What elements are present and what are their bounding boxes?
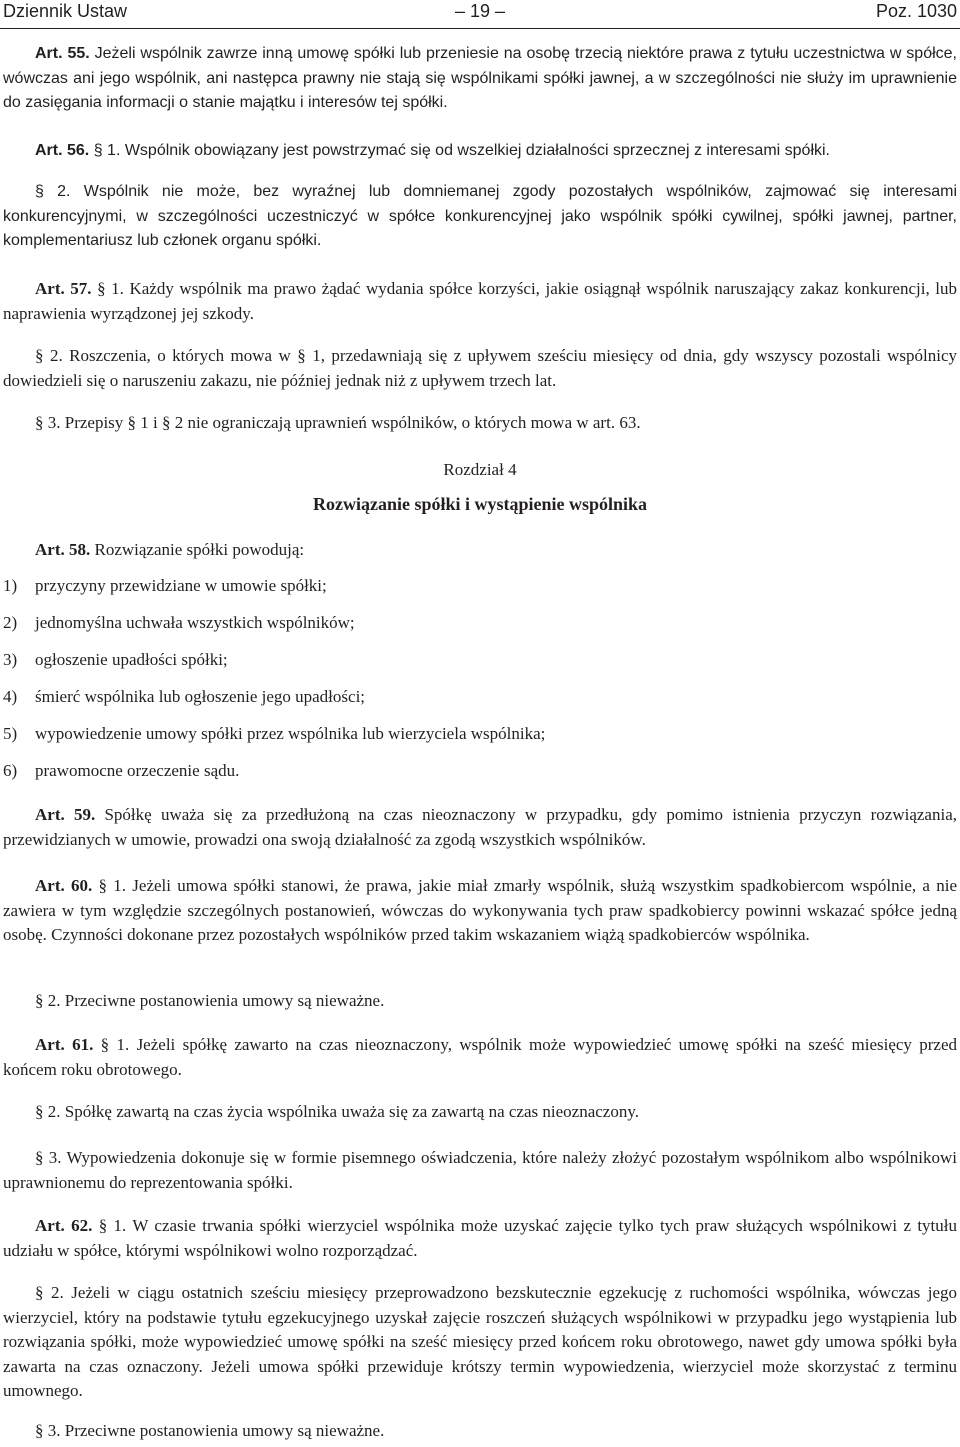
- article-text: § 1. Jeżeli spółkę zawarto na czas nieoznaczony, wspólnik może wypowiedzieć umowę spółki na sześć miesięcy przed końcem roku obrotowego.: [3, 1035, 958, 1079]
- list-number: 3): [3, 650, 18, 669]
- article-number: Art. 56.: [35, 142, 90, 159]
- list-item: [3, 611, 957, 636]
- list-text: ogłoszenie upadłości spółki;: [35, 650, 228, 669]
- list-number: 4): [3, 687, 18, 706]
- article-62-par-1: [3, 1214, 957, 1263]
- article-number: Art. 58.: [35, 540, 91, 559]
- article-number: Art. 61.: [35, 1035, 94, 1054]
- article-62-par-2: [3, 1281, 957, 1404]
- article-61-par-1: [3, 1033, 957, 1082]
- list-item: [3, 722, 957, 747]
- list-item: [3, 685, 957, 710]
- article-number: Art. 55.: [35, 45, 90, 62]
- paragraph-text: § 3. Przeciwne postanowienia umowy są nieważne.: [35, 1421, 385, 1440]
- article-57-par-2: [3, 344, 957, 393]
- article-57-par-3: [3, 411, 957, 436]
- article-58-intro: [3, 538, 957, 563]
- chapter-title: Rozwiązanie spółki i wystąpienie wspólnika: [312, 494, 648, 514]
- paragraph-text: § 2. Spółkę zawartą na czas życia wspólnika uważa się za zawartą na czas nieoznaczony.: [35, 1102, 639, 1121]
- article-62-par-3: [3, 1419, 957, 1444]
- article-59: [3, 803, 957, 852]
- article-text: Rozwiązanie spółki powodują:: [90, 540, 305, 559]
- journal-title: Dziennik Ustaw: [3, 1, 128, 21]
- list-number: 6): [3, 761, 18, 780]
- paragraph-text: § 2. Wspólnik nie może, bez wyraźnej lub domniemanej zgody pozostałych wspólników, zajmować się interesami konkurencyjnymi, w szczególności uczestniczyć w spółce konkurencyjnej jako wspólnik spółki cywilnej, spółki jawnej, partner, komplementariusz lub członek organu spółki.: [3, 183, 957, 249]
- list-text: jednomyślna uchwała wszystkich wspólników;: [35, 613, 355, 632]
- paragraph-text: § 2. Przeciwne postanowienia umowy są nieważne.: [35, 991, 385, 1010]
- chapter-number: Rozdział 4: [443, 460, 517, 479]
- article-text: § 1. Wspólnik obowiązany jest powstrzymać się od wszelkiej działalności sprzecznej z interesami spółki.: [89, 142, 830, 159]
- article-text: § 1. Każdy wspólnik ma prawo żądać wydania spółce korzyści, jakie osiągnął wspólnik naruszający zakaz konkurencji, lub naprawienia wyrządzonej jej szkody.: [3, 279, 957, 323]
- article-text: Jeżeli wspólnik zawrze inną umowę spółki lub przeniesie na osobę trzecią niektóre prawa z tytułu uczestnictwa w spółce, wówczas ani jego wspólnik, ani następca prawny nie stają się wspólnikami spółki jawnej, a w szczególności nie służy im uprawnienie do zasięgania informacji o stanie majątku i interesów tej spółki.: [3, 45, 957, 111]
- article-text: § 1. W czasie trwania spółki wierzyciel wspólnika może uzyskać zajęcie tylko tych praw służących wspólnikowi z tytułu udziału w spółce, którymi wspólnikowi wolno rozporządzać.: [3, 1216, 957, 1260]
- article-text: § 1. Jeżeli umowa spółki stanowi, że prawa, jakie miał zmarły wspólnik, służą wszystkim spadkobiercom wspólnie, a nie zawiera w tym względzie szczególnych postanowień, wówczas do wykonywania tych praw spadkobiercy powinni wskazać spółce jedną osobę. Czynności dokonane przez pozostałych wspólników przed takim wskazaniem wiążą spadkobierców wspólnika.: [3, 876, 958, 944]
- article-60-par-1: [3, 874, 957, 948]
- list-number: 2): [3, 613, 18, 632]
- paragraph-text: § 2. Roszczenia, o których mowa w § 1, przedawniają się z upływem sześciu miesięcy od dnia, gdy wszyscy pozostali wspólnicy dowiedzieli się o naruszeniu zakazu, nie później jednak niż z upływem trzech lat.: [3, 346, 957, 390]
- page-number: – 19 –: [454, 1, 506, 21]
- article-61-par-3: [3, 1146, 957, 1195]
- page-header: [0, 0, 960, 26]
- list-item: [3, 574, 957, 599]
- article-61-par-2: [3, 1100, 957, 1125]
- article-number: Art. 57.: [35, 279, 92, 298]
- list-text: przyczyny przewidziane w umowie spółki;: [35, 576, 327, 595]
- article-57-par-1: [3, 277, 957, 326]
- list-item: [3, 759, 957, 784]
- article-60-par-2: [3, 989, 957, 1014]
- list-text: prawomocne orzeczenie sądu.: [35, 761, 240, 780]
- list-text: śmierć wspólnika lub ogłoszenie jego upadłości;: [35, 687, 366, 706]
- header-divider: [0, 28, 960, 29]
- article-number: Art. 62.: [35, 1216, 93, 1235]
- list-number: 5): [3, 724, 18, 743]
- paragraph-text: § 3. Przepisy § 1 i § 2 nie ograniczają uprawnień wspólników, o których mowa w art. 63.: [35, 413, 641, 432]
- article-text: Spółkę uważa się za przedłużoną na czas nieoznaczony w przypadku, gdy pomimo istnienia przyczyn rozwiązania, przewidzianych w umowie, prowadzi ona swoją działalność za zgodą wszystkich wspólników.: [3, 805, 957, 849]
- paragraph-text: § 3. Wypowiedzenia dokonuje się w formie pisemnego oświadczenia, które należy złożyć pozostałym wspólnikom albo wspólnikowi uprawnionemu do reprezentowania spółki.: [3, 1148, 957, 1192]
- paragraph-text: § 2. Jeżeli w ciągu ostatnich sześciu miesięcy przeprowadzono bezskutecznie egzekucję z ruchomości wspólnika, wówczas jego wierzyciel, który na podstawie tytułu egzekucyjnego uzyskał zajęcie roszczeń służących wspólnikowi w przypadku jego wystąpienia lub rozwiązania spółki, może wypowiedzieć umowę spółki na sześć miesięcy przed końcem roku obrotowego, nawet gdy umowa spółki była zawarta na czas oznaczony. Jeżeli umowa spółki przewiduje krótszy termin wypowiedzenia, wierzyciel może skorzystać z terminu umownego.: [3, 1283, 957, 1400]
- article-number: Art. 60.: [35, 876, 93, 895]
- list-item: [3, 648, 957, 673]
- position-number: Poz. 1030: [875, 1, 957, 21]
- article-56-par-2: [3, 180, 957, 254]
- list-number: 1): [3, 576, 18, 595]
- article-55: [3, 42, 957, 116]
- article-number: Art. 59.: [35, 805, 96, 824]
- article-56-par-1: [3, 139, 957, 164]
- list-text: wypowiedzenie umowy spółki przez wspólnika lub wierzyciela wspólnika;: [35, 724, 546, 743]
